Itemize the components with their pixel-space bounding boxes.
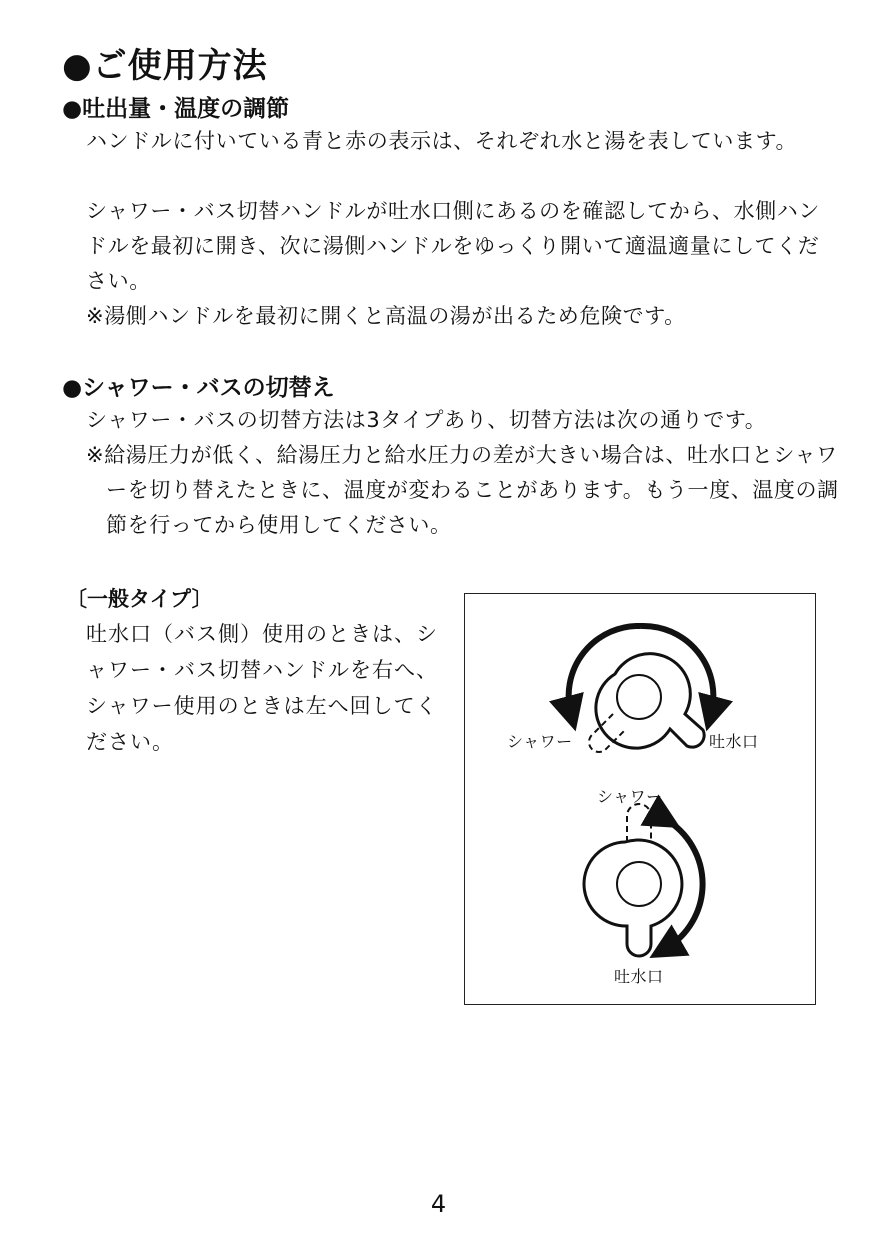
section-heading-shower-bath-switch: ●シャワー・バスの切替え [62, 375, 335, 401]
paragraph-switch-types: シャワー・バスの切替方法は3タイプあり、切替方法は次の通りです。 [86, 408, 767, 432]
paragraph-pressure-note: ※給湯圧力が低く、給湯圧力と給水圧力の差が大きい場合は、吐水口とシャワーを切り替えたときに、温度が変わることがあります。もう一度、温度の調節を行ってから使用してください。 [86, 443, 839, 537]
section-heading-flow-temperature: ●吐出量・温度の調節 [62, 96, 290, 122]
label-spout-bottom: 吐水口 [614, 967, 664, 986]
handle-rotation-figure [464, 593, 816, 1005]
page-number: 4 [430, 1190, 447, 1218]
general-type-heading: 〔一般タイプ〕 [66, 587, 213, 611]
label-spout-top: 吐水口 [709, 732, 759, 751]
label-shower-bottom: シャワー [597, 787, 663, 806]
page-title: ●ご使用方法 [62, 46, 268, 86]
handle-top [589, 654, 704, 752]
handle-bottom [584, 804, 682, 956]
paragraph-handle-colors: ハンドルに付いている青と赤の表示は、それぞれ水と湯を表しています。 [86, 129, 798, 153]
paragraph-hot-water-warning: ※湯側ハンドルを最初に開くと高温の湯が出るため危険です。 [86, 304, 686, 328]
paragraph-adjust-procedure: シャワー・バス切替ハンドルが吐水口側にあるのを確認してから、水側ハンドルを最初に開き、次に湯側ハンドルをゆっくり開いて適温適量にしてください。 [86, 199, 820, 293]
general-type-instructions: 吐水口（バス側）使用のときは、シャワー・バス切替ハンドルを右へ、シャワー使用のときは左へ回してください。 [86, 622, 438, 754]
label-shower-top: シャワー [507, 732, 573, 751]
